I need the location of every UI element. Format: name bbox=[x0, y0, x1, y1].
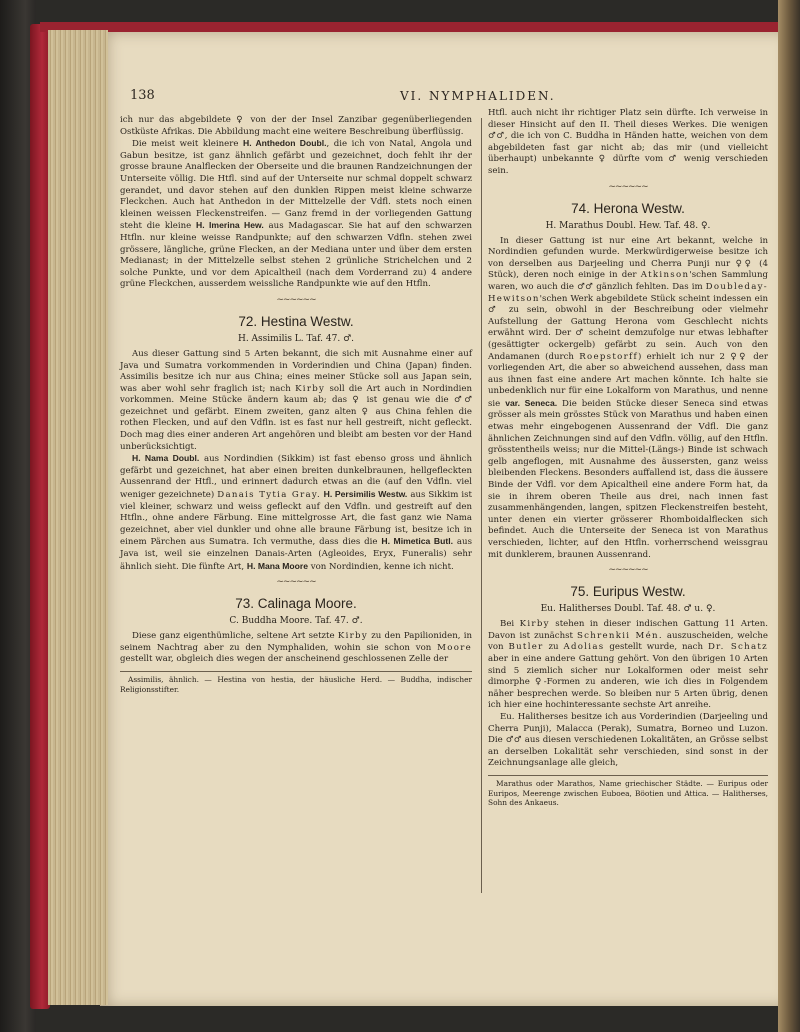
page-right-edge bbox=[778, 0, 800, 1032]
red-cover-edge bbox=[30, 24, 50, 1009]
running-title: VI. NYMPHALIDEN. bbox=[400, 89, 556, 103]
right-column bbox=[488, 108, 768, 808]
left-column bbox=[120, 115, 472, 694]
paragraph: H. Nama Doubl. aus Nordindien (Sikkim) ist fast ebenso gross und ähnlich gefärbt und gezeichnet, hat aber einen breiten dunkelbraunen, hellgefleckten Aussenrand der Htfl., und erinnert dadurch etwas an die (auf den Vdfln. viel weniger gezeichnete) Danais Tytia Gray. H. Persimilis Westw. aus Sikkim ist viel kleiner, schwarz und weiss gefleckt auf den Vdfln. und gestreift auf den Htfln., ohne andere Färbung. Eine mittelgrosse Art, die fast ganz wie Nama gezeichnet, aber viel dunkler und ohne alle braune Färbung ist, besitze ich in einem Pärchen aus Sumatra. Ich vermuthe, dass dies die H. Mimetica Butl. aus Java ist, weil sie einzelnen Danais-Arten (Agleoides, Eryx, Funeralis) sehr ähnlich sieht. Die fünfte Art, H. Mana Moore von Nordindien, kenne ich nicht. bbox=[120, 453, 472, 572]
ornament: ~~~~~~ bbox=[608, 181, 648, 192]
paragraph: Diese ganz eigenthümliche, seltene Art setzte Kirby zu den Papilioniden, in seinem Nachtrag aber zu den Nymphaliden, wohin sie schon von Moore gestellt war, obgleich dies wegen der anscheinend geschlossenen Zelle der bbox=[120, 631, 472, 665]
paragraph: Htfl. auch nicht ihr richtiger Platz sein dürfte. Ich verweise in dieser Hinsicht auf den II. Theil dieses Werkes. Die wenigen ♂♂, die ich von C. Buddha in Händen hatte, weichen von dem abgebildeten fast gar nicht ab; das mir (und vielleicht überhaupt) unbekannte ♀ dürfte vom ♂ wenig verschieden sein. bbox=[488, 108, 768, 176]
species-heading: C. Buddha Moore. Taf. 47. ♂. bbox=[229, 616, 363, 627]
paragraph: ich nur das abgebildete ♀ von der der Insel Zanzibar gegenüberliegenden Ostküste Afrikas. Die Abbildung macht eine weitere Beschreibung überflüssig. bbox=[120, 115, 472, 137]
paragraph: Eu. Halitherses besitze ich aus Vorderindien (Darjeeling und Cherra Punji), Malacca (Perak), Sumatra, Borneo und Luzon. Die ♂♂ aus diesen verschiedenen Lokalitäten, an Grösse selbst an derselben Lokalität sehr verschieden, sind sonst in der Zeichnungsanlage alle gleich, bbox=[488, 711, 768, 769]
running-header bbox=[0, 88, 800, 108]
column-divider bbox=[481, 118, 482, 893]
paragraph: Bei Kirby stehen in dieser indischen Gattung 11 Arten. Davon ist zunächst Schrenkii Mén. auszuscheiden, welche von Butler zu Adolias gestellt wurde, nach Dr. Schatz aber in eine andere Gattung gehört. Von den übrigen 10 Arten sind 5 ziemlich sicher nur Lokalformen oder meist sehr dimorphe ♀-Formen zu anderen, wie ich dies in Folgendem näher besprechen werde. So bleiben nur 5 Arten übrig, denen ich hier eine hochinteressante sechste Art anreihe. bbox=[488, 619, 768, 711]
species-heading: H. Marathus Doubl. Hew. Taf. 48. ♀. bbox=[545, 220, 711, 231]
ornament: ~~~~~~ bbox=[608, 565, 648, 576]
paragraph: Aus dieser Gattung sind 5 Arten bekannt, die sich mit Ausnahme einer auf Java und Sumatra vorkommenden in Vorderindien und China (Japan) finden. Assimilis besitze ich nur aus China; eines meiner Stücke soll aus Japan sein, was aber wohl sehr fraglich ist; nach Kirby soll die Art auch in Nordindien vorkommen. Meine Stücke ändern kaum ab; das ♀ ist genau wie die ♂♂ gezeichnet und gefärbt. Einem zweiten, ganz alten ♀ aus China fehlen die rothen Flecken, und auf den Vdfln. ist es fast nur hell gestreift, nicht gefleckt. Doch mag dies einer anderen Art angehören und bleibt am besten vor der Hand unberücksichtigt. bbox=[120, 348, 472, 452]
section-heading-73: 73. Calinaga Moore. bbox=[235, 596, 357, 612]
footnote: Assimilis, ähnlich. — Hestina von hestia, der häusliche Herd. — Buddha, indischer Religionsstifter. bbox=[120, 671, 472, 694]
footnote: Marathus oder Marathos, Name griechischer Städte. — Euripus oder Euripos, Meerenge zwischen Euboea, Böotien und Attica. — Halitherses, Sohn des Ankaeus. bbox=[488, 775, 768, 808]
page-number: 138 bbox=[130, 88, 155, 103]
paragraph: In dieser Gattung ist nur eine Art bekannt, welche in Nordindien gefunden wurde. Merkwürdigerweise besitze ich von derselben aus Darjeeling und Cherra Punji nur ♀♀ (4 Stück), deren noch einige in der Atkinson'schen Sammlung waren, wo auch die ♂♂ gänzlich fehlten. Das im Doubleday-Hewitson'schen Werk abgebildete Stück scheint indessen ein ♂ zu sein, obwohl in der Beschreibung oder vielmehr Aufstellung der Gattung Herona vom Geschlecht nichts erwähnt wird. Der ♂ scheint demzufolge nur etwas lebhafter (gesättigter ockergelb) gefärbt zu sein. Auch von den Andamanen (durch Roepstorff) erhielt ich nur 2 ♀♀ der vorliegenden Art, die aber so abweichend aussehen, dass man aus ihnen fast eine andere Art machen könnte. Ich halte sie unbedenklich nur für eine Lokalform von Marathus, und nenne sie var. Seneca. Die beiden Stücke dieser Seneca sind etwas grösser als mein grösstes Stück von Marathus und haben einen etwas mehr eingebogenen Aussenrand der Vdfl. Die ganz ähnlichen Zeichnungen sind auf den Vdfln. völlig, auf den Htfln. grösstentheils weiss; nur die Mittel-(Längs-) Binde ist schwach gelb angeflogen, mit Ausnahme des äussersten, ganz weiss bleibenden Fleckens. Besonders auffallend ist, dass die äussere Binde der Vdfl. vor dem Apicaltheil eine andere Form hat, da sie in ihrem oberen Theile aus drei, nach innen fast zusammenhängenden, langen, spitzen Fleckenstreifen besteht, unter denen ein vierter grösserer Rhomboidalflecken sich befindet. Auch die Unterseite der Seneca ist von Marathus verschieden, lichter, auf den Htfln. vorherrschend weissgrau mit dunklerem, braunen Aussenrand. bbox=[488, 235, 768, 560]
paragraph: Die meist weit kleinere H. Anthedon Doubl., die ich von Natal, Angola und Gabun besitze, ist ganz ähnlich gefärbt und gezeichnet, doch fehlt ihr der grosse braune Analflecken der Oberseite und die braunen Randzeichnungen der Unterseite völlig. Die Htfl. sind auf der Unterseite nur schmal doppelt schwarz gerandet, und davor stehen auf den dunklen Rippen meist kleine schwarze Fleckchen. Auch hat Anthedon in der Mittelzelle der Vdfl. stets noch einen kleinen weissen Fleckenstreifen. — Ganz fremd in der vorliegenden Gattung steht die kleine H. Imerina Hew. aus Madagascar. Sie hat auf den schwarzen Htfln. nur kleine weisse Randpunkte; auf den schwarzen Vdfln. stehen zwei grössere, längliche, grüne Flecken, an der Mediana unter und über dem ersten Medianast; in der Mittelzelle selbst stehen 2 grünliche Strichelchen und 2 solche Punkte, und vor dem Apicaltheil (nach dem Vorderrand zu) 4 andere grüne Fleckchen, ausserdem weissliche Randpunkte wie auf den Htfln. bbox=[120, 138, 473, 290]
section-heading-75: 75. Euripus Westw. bbox=[570, 584, 686, 600]
section-heading-72: 72. Hestina Westw. bbox=[238, 313, 354, 329]
species-heading: H. Assimilis L. Taf. 47. ♂. bbox=[237, 333, 355, 344]
ornament: ~~~~~~ bbox=[276, 577, 316, 588]
section-heading-74: 74. Herona Westw. bbox=[571, 200, 685, 216]
page-stack-edge bbox=[48, 30, 108, 1005]
ornament: ~~~~~~ bbox=[276, 294, 316, 305]
red-cover-top bbox=[40, 22, 785, 32]
species-heading: Eu. Halitherses Doubl. Taf. 48. ♂ u. ♀. bbox=[540, 604, 716, 615]
